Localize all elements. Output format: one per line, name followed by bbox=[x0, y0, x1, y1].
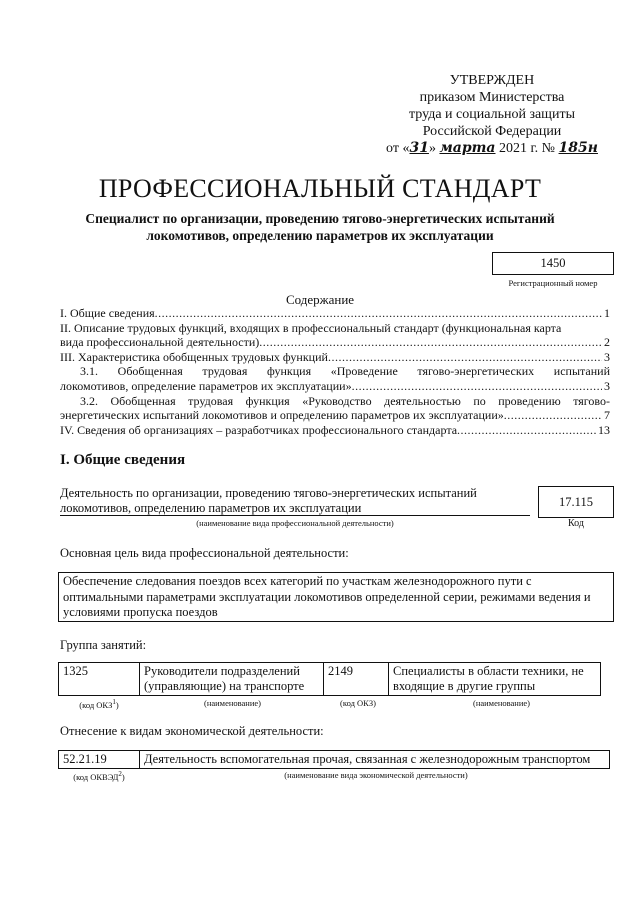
approval-block bbox=[372, 72, 612, 157]
approval-ministry-line: труда и социальной защиты bbox=[409, 107, 575, 122]
document-title: ПРОФЕССИОНАЛЬНЫЙ СТАНДАРТ bbox=[98, 174, 542, 203]
toc-subitem[interactable]: локомотивов, определение параметров их эксплуатации» ..... 3 bbox=[60, 379, 610, 394]
section-heading: I. Общие сведения bbox=[60, 452, 186, 468]
okz-name-cell: Руководители подразделений (управляющие) на транспорте bbox=[140, 663, 324, 696]
table-row bbox=[59, 663, 601, 696]
toc-item[interactable]: II. Описание трудовых функций, входящих в профессиональный стандарт (функциональная карта bbox=[60, 320, 562, 335]
group-label: Группа занятий: bbox=[60, 638, 147, 652]
econ-label: Отнесение к видам экономической деятельности: bbox=[60, 724, 324, 738]
approval-day: 31 bbox=[409, 140, 429, 156]
toc-item[interactable]: III. Характеристика обобщенных трудовых функций ..... 3 bbox=[60, 350, 610, 365]
goal-label: Основная цель вида профессиональной деятельности: bbox=[60, 546, 349, 560]
toc-subitem[interactable]: 3.2. Обобщенная трудовая функция «Руководство деятельностью по проведению тягово- bbox=[80, 393, 610, 408]
okz-code-caption: (код ОКЗ$^1$) bbox=[79, 698, 119, 710]
okz-code-cell: 2149 bbox=[324, 663, 389, 696]
goal-text: Обеспечение следования поездов всех категорий по участкам железнодорожного пути с оптимальными параметрами эксплуатации локомотивов определенной серии, режимами ведения и условиями пропуска поездов bbox=[63, 574, 591, 619]
okz-name-cell: Специалисты в области техники, не входящие в другие группы bbox=[389, 663, 601, 696]
toc-heading: Содержание bbox=[285, 292, 355, 307]
okz-table bbox=[58, 662, 601, 696]
table-row bbox=[59, 751, 610, 769]
registration-number-box: 1450 bbox=[492, 252, 614, 275]
goal-box bbox=[58, 572, 614, 622]
activity-code-box: 17.115 bbox=[538, 486, 614, 518]
approval-date-line: от «31» марта 2021 г. № 185н bbox=[386, 140, 598, 156]
toc-item[interactable]: I. Общие сведения ..... 1 bbox=[60, 306, 610, 321]
okz-name-caption: (наименование) bbox=[203, 698, 262, 708]
approval-title: УТВЕРЖДЕН bbox=[449, 73, 535, 88]
order-number: 185н bbox=[558, 140, 598, 156]
okz-name-caption: (наименование) bbox=[472, 698, 531, 708]
okved-name-caption: (наименование вида экономической деятельности) bbox=[284, 770, 468, 780]
approval-country-line: Российской Федерации bbox=[422, 124, 562, 139]
okved-table bbox=[58, 750, 610, 769]
okz-code-caption: (код ОКЗ) bbox=[340, 698, 376, 708]
table-of-contents bbox=[60, 306, 610, 437]
toc-item[interactable]: IV. Сведения об организациях – разработчиках профессионального стандарта ..... 13 bbox=[60, 423, 610, 438]
toc-subitem[interactable]: энергетических испытаний локомотивов и определению параметров их эксплуатации» ..... 7 bbox=[60, 408, 610, 423]
okz-code-cell: 1325 bbox=[59, 663, 140, 696]
registration-number-label: Регистрационный номер bbox=[508, 278, 598, 288]
approval-order-line: приказом Министерства bbox=[419, 90, 565, 105]
activity-name: Деятельность по организации, проведению тягово-энергетических испытаний локомотивов, определению параметров их эксплуатации bbox=[60, 486, 477, 515]
approval-month: марта bbox=[439, 140, 496, 156]
code-caption: Код bbox=[568, 518, 584, 529]
okved-code-cell: 52.21.19 bbox=[59, 751, 140, 769]
activity-underline bbox=[60, 515, 530, 516]
toc-item[interactable]: вида профессиональной деятельности) ..... 2 bbox=[60, 335, 610, 350]
document-subtitle: Специалист по организации, проведению тягово-энергетических испытаний локомотивов, определению параметров их эксплуатации bbox=[85, 211, 555, 243]
okved-code-caption: (код ОКВЭД$^2$) bbox=[73, 770, 125, 782]
okved-name-cell: Деятельность вспомогательная прочая, связанная с железнодорожным транспортом bbox=[140, 751, 610, 769]
activity-caption: (наименование вида профессиональной деятельности) bbox=[196, 518, 394, 528]
toc-subitem[interactable]: 3.1. Обобщенная трудовая функция «Проведение тягово-энергетических испытаний bbox=[80, 364, 610, 379]
